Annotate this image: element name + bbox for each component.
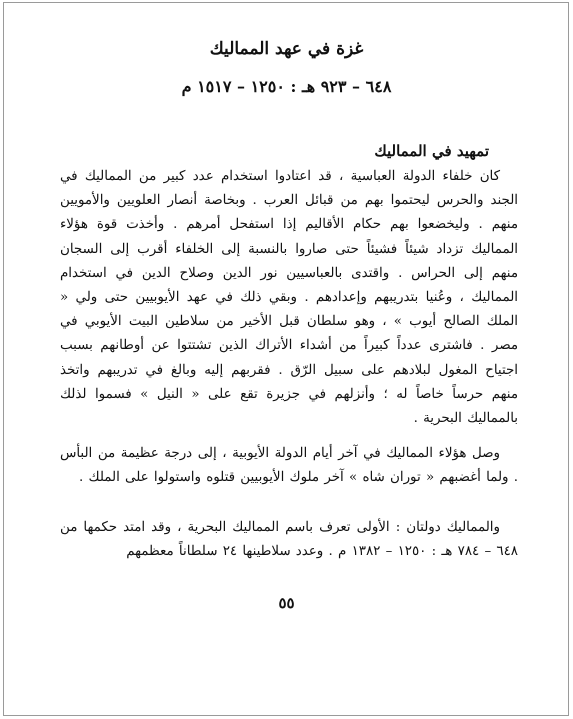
paragraph-text: كان خلفاء الدولة العباسية ، قد اعتادوا استخدام عدد كبير من المماليك في الجند والحرس ليحتموا بهم من قبائل العرب . وبخاصة أنصار العلويين والأمويين منهم . وليخضعوا بهم حكام الأقاليم إذا استفحل أمرهم . وأخذت قوة هؤلاء المماليك تزداد شيئاً فشيئاً حتى صاروا بالنسبة إلى الخلفاء أقرب إلى السجان منهم إلى الحراس . واقتدى بالعباسيين نور الدين وصلاح الدين في استخدام المماليك ، وعُنيا بتدريبهم وإعدادهم . وبقي ذلك في عهد الأيوبيين حتى ولي « الملك الصالح أيوب » ، وهو سلطان قبل الأخير من سلاطين البيت الأيوبي في مصر . فاشترى عدداً كبيراً من أشداء الأتراك الذين تشتتوا عن أوطانهم بسبب اجتياح المغول لبلادهم على سبيل الرّق . فقربهم إليه وبالغ في تدريبهم واتخذ منهم حرساً خاصاً له ؛ وأنزلهم في جزيرة تقع على « النيل » فسموا لذلك بالمماليك البحرية . — [60, 169, 518, 427]
paragraph-text: والمماليك دولتان : الأولى تعرف باسم المماليك البحرية ، وقد امتد حكمها من ٦٤٨ – ٧٨٤ هـ : ١٢٥٠ – ١٣٨٢ م . وعدد سلاطينها ٢٤ سلطاناً معظمهم — [60, 520, 518, 560]
section-heading: تمهيد في المماليك — [374, 142, 489, 160]
chapter-title: غزة في عهد المماليك — [209, 39, 364, 59]
body-paragraph-3 — [60, 516, 518, 564]
chapter-dates: ٦٤٨ – ٩٢٣ هـ : ١٢٥٠ – ١٥١٧ م — [181, 77, 392, 96]
body-paragraph-2 — [60, 442, 518, 490]
page-number: ٥٥ — [278, 594, 295, 612]
paragraph-text: وصل هؤلاء المماليك في آخر أيام الدولة الأيوبية ، إلى درجة عظيمة من البأس . ولما أغضبهم « توران شاه » آخر ملوك الأيوبيين قتلوه واستولوا على الملك . — [60, 446, 518, 486]
body-paragraph-1 — [60, 165, 518, 431]
